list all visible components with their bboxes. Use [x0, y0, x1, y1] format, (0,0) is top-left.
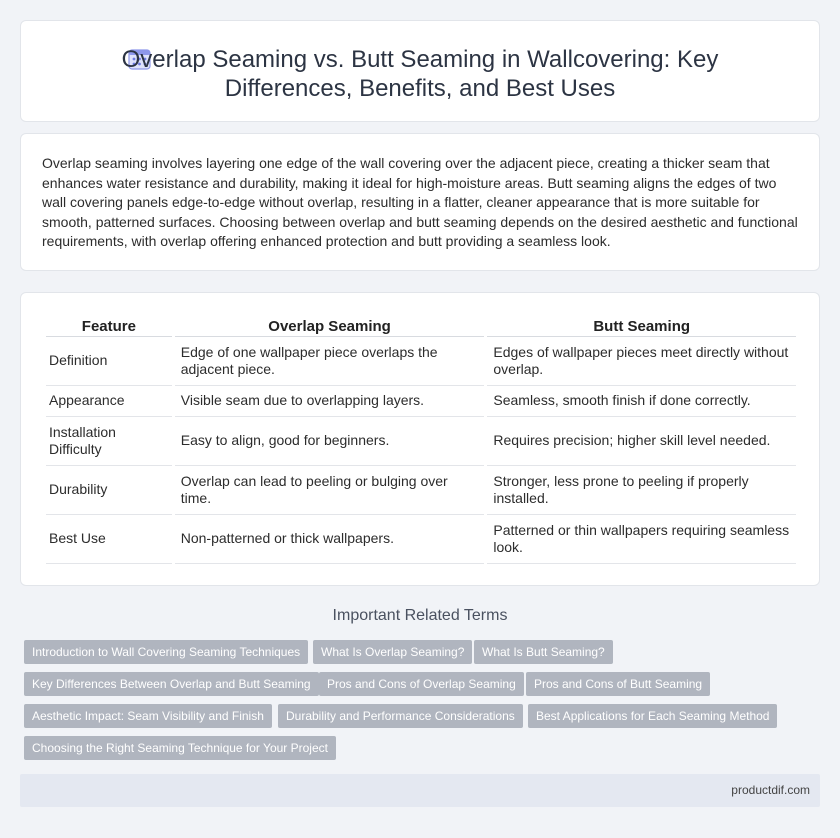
table-row	[46, 337, 796, 386]
table-row	[46, 417, 796, 466]
related-term-tag[interactable]: Introduction to Wall Covering Seaming Techniques	[24, 640, 308, 664]
row-feature: Durability	[46, 466, 172, 515]
intro-card	[20, 133, 820, 271]
related-term-tag[interactable]: Choosing the Right Seaming Technique for Your Project	[24, 736, 336, 760]
intro-paragraph: Overlap seaming involves layering one edge of the wall covering over the adjacent piece, creating a thicker seam that enhances water resistance and durability, making it ideal for high-moisture areas. Butt seaming aligns the edges of two wall covering panels edge-to-edge without overlap, resulting in a flatter, cleaner appearance that is more suitable for smooth, patterned surfaces. Choosing between overlap and butt seaming depends on the desired aesthetic and functional requirements, with overlap offering enhanced protection and butt providing a seamless look.	[42, 155, 798, 249]
related-term-tag[interactable]: Best Applications for Each Seaming Method	[528, 704, 777, 728]
related-term-tag[interactable]: Key Differences Between Overlap and Butt Seaming	[24, 672, 319, 696]
related-term-tag[interactable]: What Is Butt Seaming?	[474, 640, 613, 664]
page-title: Overlap Seaming vs. Butt Seaming in Wallcovering: Key Differences, Benefits, and Best Uses	[121, 46, 719, 102]
comparison-table	[43, 315, 799, 564]
table-row	[46, 515, 796, 564]
table-row	[46, 386, 796, 417]
row-butt-value: Edges of wallpaper pieces meet directly without overlap.	[487, 337, 796, 386]
row-overlap-value: Easy to align, good for beginners.	[175, 417, 485, 466]
row-butt-value: Patterned or thin wallpapers requiring seamless look.	[487, 515, 796, 564]
row-butt-value: Stronger, less prone to peeling if properly installed.	[487, 466, 796, 515]
comparison-table-card	[20, 292, 820, 586]
row-butt-value: Seamless, smooth finish if done correctly.	[487, 386, 796, 417]
row-overlap-value: Overlap can lead to peeling or bulging over time.	[175, 466, 485, 515]
related-term-tag[interactable]: Pros and Cons of Butt Seaming	[526, 672, 710, 696]
related-terms-heading: Important Related Terms	[332, 607, 508, 624]
footer-site-name[interactable]: productdif.com	[731, 783, 810, 797]
row-overlap-value: Non-patterned or thick wallpapers.	[175, 515, 485, 564]
header-overlap-seaming: Overlap Seaming	[175, 315, 485, 337]
header-feature: Feature	[46, 315, 172, 337]
title-card	[20, 20, 820, 122]
related-term-tag[interactable]: Aesthetic Impact: Seam Visibility and Finish	[24, 704, 272, 728]
row-feature: Appearance	[46, 386, 172, 417]
row-overlap-value: Edge of one wallpaper piece overlaps the adjacent piece.	[175, 337, 485, 386]
header-butt-seaming: Butt Seaming	[487, 315, 796, 337]
row-feature: Best Use	[46, 515, 172, 564]
related-term-tag[interactable]: What Is Overlap Seaming?	[313, 640, 472, 664]
related-term-tag[interactable]: Pros and Cons of Overlap Seaming	[319, 672, 524, 696]
row-overlap-value: Visible seam due to overlapping layers.	[175, 386, 485, 417]
row-feature: Installation Difficulty	[46, 417, 172, 466]
related-term-tag[interactable]: Durability and Performance Considerations	[278, 704, 523, 728]
footer-bar	[20, 774, 820, 807]
row-feature: Definition	[46, 337, 172, 386]
table-header-row	[46, 315, 796, 337]
table-row	[46, 466, 796, 515]
row-butt-value: Requires precision; higher skill level needed.	[487, 417, 796, 466]
